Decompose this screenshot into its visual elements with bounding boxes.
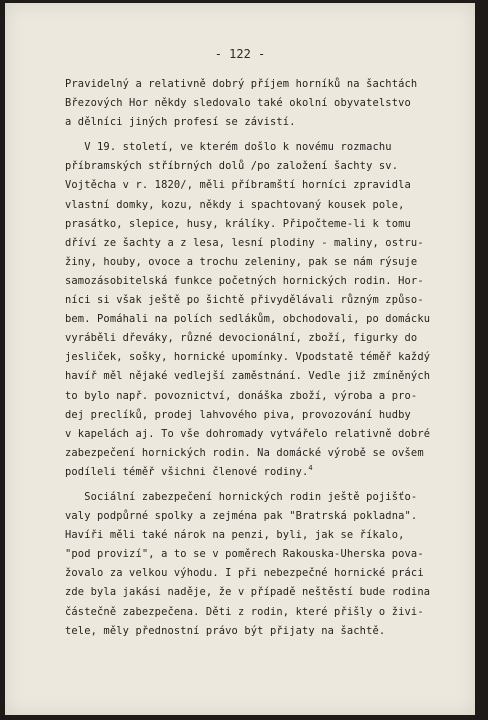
text-line: příbramských stříbrných dolů /po založení šachty sv. <box>65 160 399 173</box>
text-line: níci si však ještě po šichtě přivydělávali různým způso- <box>65 294 424 307</box>
text-line: V 19. století, ve kterém došlo k novému rozmachu <box>65 141 392 154</box>
text-line: žovalo za velkou výhodu. I při nebezpečné hornické práci <box>65 567 424 580</box>
text-line: Havíři měli také nárok na penzi, byli, jak se říkalo, <box>65 529 405 542</box>
paragraph <box>65 138 437 482</box>
footnote-mark: 4 <box>308 463 313 472</box>
text-line: zde byla jakási naděje, že v případě neštěstí bude rodina <box>65 586 431 599</box>
text-line: podíleli téměř všichni členové rodiny.$^4$ <box>65 463 313 478</box>
text-line: žiny, houby, ovoce a trochu zeleniny, pak se nám rýsuje <box>65 255 418 268</box>
text-line: zabezpečení hornických rodin. Na domácké výrobě se ovšem <box>65 446 424 459</box>
text-line: tele, měly přednostní právo být přijaty na šachtě. <box>65 624 386 637</box>
text-line: dříví ze šachty a z lesa, lesní plodiny - maliny, ostru- <box>65 236 424 249</box>
text-line: částečně zabezpečena. Děti z rodin, které přišly o živi- <box>65 605 424 618</box>
text-line: to bylo např. povoznictví, donáška zboží, výroba a pro- <box>65 389 418 402</box>
paragraph <box>65 488 437 641</box>
text-line: a dělníci jiných profesí se závistí. <box>65 116 296 129</box>
page-number: - 122 - <box>214 47 266 61</box>
text-line: samozásobitelská funkce početných hornických rodin. Hor- <box>65 274 424 287</box>
body-text <box>65 75 437 641</box>
text-line: Březových Hor někdy sledovalo také okolní obyvatelstvo <box>65 97 411 110</box>
paragraph <box>65 75 437 132</box>
text-line: bem. Pomáhali na polích sedlákům, obchodovali, po domácku <box>65 313 431 326</box>
text-line: jesliček, sošky, hornické upomínky. Vpodstatě téměř každý <box>65 351 431 364</box>
text-line: valy podpůrné spolky a zejména pak "Bratrská pokladna". <box>65 510 418 523</box>
text-line: Sociální zabezpečení hornických rodin ještě pojišťo- <box>65 490 418 503</box>
text-line: dej preclíků, prodej lahvového piva, provozování hudby <box>65 408 411 421</box>
document-page <box>5 3 475 715</box>
text-line: havíř měl nějaké vedlejší zaměstnání. Vedle již zmíněných <box>65 370 431 383</box>
text-line: Vojtěcha v r. 1820/, měli příbramští horníci zpravidla <box>65 179 411 192</box>
text-line: "pod provizí", a to se v poměrech Rakouska-Uherska pova- <box>65 548 424 561</box>
text-line: vyráběli dřeváky, různé devocionální, zboží, figurky do <box>65 332 418 345</box>
text-line: Pravidelný a relativně dobrý příjem horníků na šachtách <box>65 78 418 90</box>
text-line: v kapelách aj. To vše dohromady vytvářelo relativně dobré <box>65 427 431 440</box>
text-line: vlastní domky, kozu, někdy i spachtovaný kousek pole, <box>65 198 405 211</box>
text-line: prasátko, slepice, husy, králíky. Připočteme-li k tomu <box>65 217 411 230</box>
